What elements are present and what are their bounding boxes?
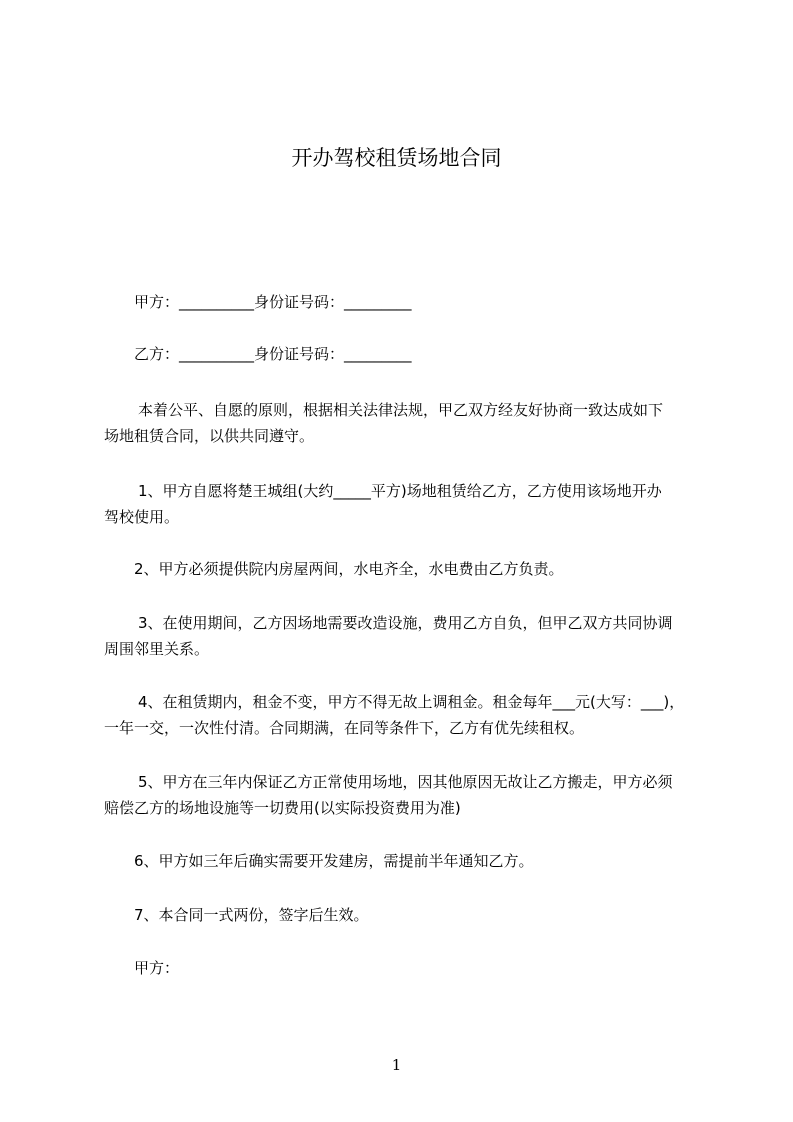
clause-5-line-2: 赔偿乙方的场地设施等一切费用(以实际投资费用为准) xyxy=(104,799,461,817)
page-number: 1 xyxy=(391,1056,402,1074)
clause-1-line-1: 1、甲方自愿将楚王城组(大约_____平方)场地租赁给乙方，乙方使用该场地开办 xyxy=(138,482,662,500)
clause-3-line-1: 3、在使用期间，乙方因场地需要改造设施，费用乙方自负，但甲乙双方共同协调 xyxy=(138,614,673,632)
party-b-line: 乙方：__________身份证号码：_________ xyxy=(134,345,412,363)
clause-2: 2、甲方必须提供院内房屋两间，水电齐全，水电费由乙方负责。 xyxy=(134,560,564,578)
clause-4-line-2: 一年一交，一次性付清。合同期满，在同等条件下，乙方有优先续租权。 xyxy=(104,719,585,737)
intro-line-2: 场地租赁合同，以供共同遵守。 xyxy=(104,427,315,445)
clause-7: 7、本合同一式两份，签字后生效。 xyxy=(134,906,369,924)
intro-line-1: 本着公平、自愿的原则，根据相关法律法规，甲乙双方经友好协商一致达成如下 xyxy=(138,401,664,419)
clause-3-line-2: 周围邻里关系。 xyxy=(104,640,210,658)
signature-party-a: 甲方： xyxy=(134,959,180,977)
clause-4-line-1: 4、在租赁期内，租金不变，甲方不得无故上调租金。租金每年___元(大写：___)， xyxy=(138,693,685,711)
party-a-line: 甲方：__________身份证号码：_________ xyxy=(134,293,412,311)
clause-6: 6、甲方如三年后确实需要开发建房，需提前半年通知乙方。 xyxy=(134,852,534,870)
document-title: 开办驾校租赁场地合同 xyxy=(291,146,502,170)
clause-5-line-1: 5、甲方在三年内保证乙方正常使用场地，因其他原因无故让乙方搬走，甲方必须 xyxy=(138,773,673,791)
clause-1-line-2: 驾校使用。 xyxy=(104,508,180,526)
